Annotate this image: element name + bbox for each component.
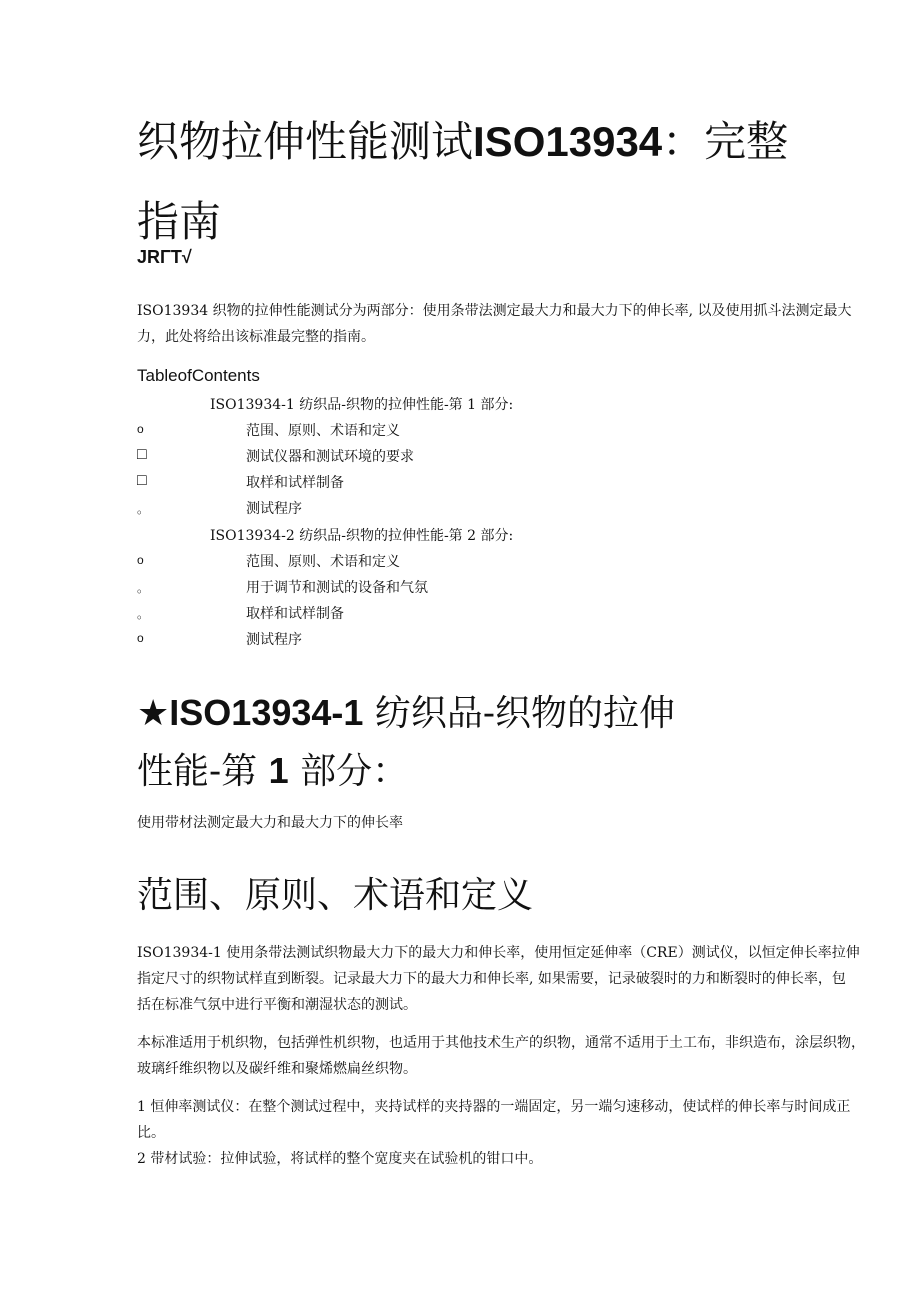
section-1-subtitle: 使用带材法测定最大力和最大力下的伸长率 [137,815,403,831]
title-standard-code: ISO13934 [473,118,663,165]
document-title-line-2: 指南 [137,197,222,246]
toc-item[interactable] [137,603,837,629]
toc-item[interactable] [137,472,837,498]
toc-item[interactable] [137,446,837,472]
toc-item-label: 测试程序 [246,632,302,648]
paragraph-line: ISO13934-1 使用条带法测试织物最大力下的最大力和伸长率，使用恒定延伸率（CRE）测试仪，以恒定伸长率拉伸 [137,945,860,961]
title-chinese: 织物拉伸性能测试 [137,117,474,166]
paragraph-line: 指定尺寸的织物试样直到断裂。记录最大力下的最大力和伸长率, 如果需要，记录破裂时的力和断裂时的伸长率，包 [137,971,846,987]
toc-item-label: 用于调节和测试的设备和气氛 [246,580,428,596]
toc-item[interactable] [137,525,837,551]
toc-item[interactable] [137,629,837,655]
toc-item[interactable] [137,498,837,524]
toc-item[interactable] [137,577,837,603]
paragraph-line: 2 带材试验：拉伸试验，将试样的整个宽度夹在试验机的钳口中。 [137,1151,543,1167]
intro-line-2: 力，此处将给出该标准最完整的指南。 [137,329,375,345]
intro-line-1: ISO13934 织物的拉伸性能测试分为两部分：使用条带法测定最大力和最大力下的伸长率, 以及使用抓斗法测定最大 [137,303,852,319]
toc-heading: TableofContents [137,366,260,385]
toc-item-label: 测试程序 [246,501,302,517]
garbled-text: JRΓT√ [137,247,192,267]
toc-bullet: o [137,631,144,645]
section-1-part-number: 1 [268,750,289,791]
section-2-heading: 范围、原则、术语和定义 [137,875,534,916]
paragraph-line: 1 恒伸率测试仪：在整个测试过程中，夹持试样的夹持器的一端固定，另一端匀速移动，使试样的伸长率与时间成正 [137,1099,851,1115]
toc-item-label: 取样和试样制备 [246,606,344,622]
toc-item-label: 测试仪器和测试环境的要求 [246,449,414,465]
toc-item-label: ISO13934-1 纺织品-织物的拉伸性能-第 1 部分: [210,397,514,413]
toc-item-label: 范围、原则、术语和定义 [246,423,400,439]
document-title-line-1 [137,119,788,165]
toc-item[interactable] [137,551,837,577]
toc-bullet: □ [137,446,147,463]
toc-bullet: 。 [137,502,150,516]
section-1-title-part-2a: 性能-第 [137,751,269,792]
paragraph-line: 本标准适用于机织物，包括弹性机织物，也适用于其他技术生产的织物，通常不适用于土工布，非织造布，涂层织物， [137,1035,865,1051]
toc-item-label: ISO13934-2 纺织品-织物的拉伸性能-第 2 部分: [210,528,514,544]
toc-item[interactable] [137,420,837,446]
toc-bullet: 。 [137,581,150,595]
toc-bullet: 。 [137,607,150,621]
star-icon: ★ [137,693,170,734]
toc-item-label: 取样和试样制备 [246,475,344,491]
section-1-heading-line-2 [137,751,408,792]
section-1-standard-code: ISO13934-1 [169,692,364,733]
toc-item[interactable] [137,394,837,420]
toc-bullet: □ [137,472,147,489]
toc-bullet: o [137,422,144,436]
section-1-title-part-2b: 部分： [288,751,409,792]
title-tail: ：完整 [662,117,789,166]
section-1-heading-line-1 [137,693,675,734]
section-1-title-part: 纺织品-织物的拉伸 [363,693,676,734]
toc-bullet: o [137,553,144,567]
paragraph-line: 比。 [137,1125,165,1141]
paragraph-line: 括在标准气氛中进行平衡和潮湿状态的测试。 [137,997,417,1013]
toc-item-label: 范围、原则、术语和定义 [246,554,400,570]
paragraph-line: 玻璃纤维织物以及碳纤维和聚烯燃扁丝织物。 [137,1061,417,1077]
